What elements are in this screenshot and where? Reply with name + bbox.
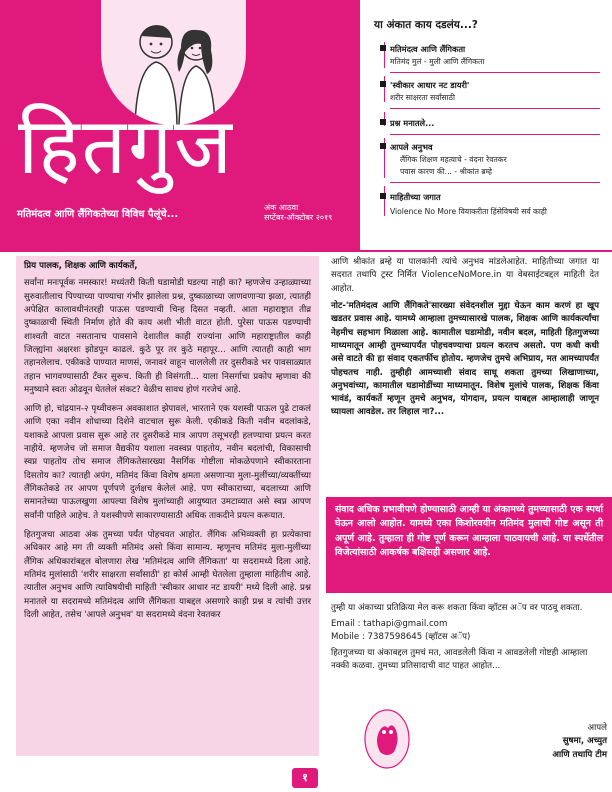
feedback-intro: तुम्ही या अंकाच्या प्रतिक्रिया मेल करू शकता किंवा व्हॉटस अॅप वर पाठवू शकता.	[331, 603, 583, 613]
toc-subitem: पवास कारण की... - श्रीकांत ब्रम्हे	[400, 167, 493, 176]
contact-email[interactable]: Email : tathapi@gmail.com	[331, 618, 448, 629]
signoff-label: आपले	[587, 723, 607, 733]
issue-date: सप्टेंबर-ऑक्टोबर २०१९	[264, 213, 333, 223]
editorial-paragraph: हितगुजचा आठवा अंक तुमच्या पर्यंत पोहचवत आहोत. लैंगिक अभिव्यक्ती हा प्रत्येकाचा अधिकार आहे मग ती व्यक्ती मतिमंद असो किंवा सामान्य. म्हणूनच मतिमंद मुला-मुलींच्या लैंगिक अधिकारांबद्दल बोलणारा लेख 'मतिमंदत्व आणि लैंगिकता' या सदरामध्ये दिला आहे. मतिमंद मुलांसाठी 'शरीर साक्षरता सर्वांसाठी' हा कोर्स आम्ही घेतलेला तुम्हाला माहितीच आहे. त्यातील अनुभव आणि त्याविषयीची माहिती 'स्वीकार आधार नट डायरी' मध्ये दिली आहे. प्रश्न मनातले या सदरामध्ये मतिमंदत्व आणि लैंगिकता याबद्दल असणारे काही प्रश्न व त्यांची उत्तर दिली आहेत, तसेच 'आपले अनुभव' या सदरामध्ये वंदना रेवतकर	[24, 529, 311, 620]
bullet-icon	[380, 193, 386, 199]
toc-heading: या अंकात काय दडलंय...?	[374, 19, 478, 31]
toc-item: आपले अनुभव	[390, 142, 433, 153]
editorial-note: नोट-'मतिमंदत्व आणि लैंगिकते'सारख्या संवेदनशील मुद्दा घेऊन काम करणं हा खूप खडतर प्रवास आहे. यामध्ये आम्हाला तुमच्यासारखे पालक, शिक्षक आणि कार्यकर्त्यांचा नेहमीच सहभाग मिळाला आहे. कामातील घडामोडी, नवीन बदल, माहिती हितगुजच्या माध्यमातून आम्ही तुमच्यापर्यंत पोहचवण्याचा प्रयत्न करतच असतो. पण कधी कधी असे वाटते की हा संवाद एकतर्फीच होतोय. म्हणजेच तुमचे अभिप्राय, मत आमच्यापर्यंत पोहचतच नाही. तुम्हीही आमच्याशी संवाद साधू शकता तुमच्या लिखाणाच्या, अनुभवांच्या, कामातील घडामोडींच्या माध्यमातून. विशेष मुलांचे पालक, शिक्षक किंवा भावंडं, कार्यकर्ते म्हणून तुमचे अनुभव, योगदान, प्रयत्न याबद्दल आम्हालाही जाणून घ्यायला आवडेल. तर लिहाल ना?...	[331, 300, 599, 418]
bullet-icon	[380, 143, 386, 149]
table-of-contents	[360, 0, 612, 250]
toc-divider	[390, 108, 600, 109]
toc-item: प्रश्न मनातले...	[390, 118, 434, 129]
issue-number: अंक आठवा	[264, 203, 299, 212]
toc-subitem: मतिमंद मुलं - मुली आणि लैंगिकता	[390, 57, 485, 66]
header-divider	[0, 250, 612, 252]
toc-divider	[390, 182, 600, 183]
editorial-paragraph: सर्वांना मनःपूर्वक नमस्कार! मध्यंतरी किती घडामोडी घडल्या नाही का? म्हणजेच उन्हाळ्याच्या सुरुवातीलाच पिण्याच्या पाण्याचा गंभीर झालेला प्रश्न, दुष्काळाच्या जाणवणाऱ्या झळा, त्यातही अपेक्षित कालावधीनंतरही पाऊस पडण्याची चिन्ह दिसत नव्हती. आता महाराष्ट्रात तीव्र दुष्काळाची स्थिती निर्माण होते की काय अशी भीती वाटत होती. पुरेसा पाऊस पडण्याची शाश्वती वाटत नसतानाच पावसाने देशातील काही राज्यांना आणि महाराष्ट्रातील काही जिल्ह्यांना अक्षरशः झोडपून काढलं. कुठे पूर तर कुठे महापूर... आणि त्यातही काही भाग तहानलेलाच. एकीकडे पाण्यात माणसं, जनावरं वाहून चाललेली तर दुसरीकडे भर पावसाळ्यात तहान भागवण्यासाठी टँकर सुरूच. किती ही विसंगती... याला निसर्गाचा प्रकोप म्हणावा की मनुष्याने स्वतः ओढवून घेतलेलं संकट? वेळीच सावध होणं गरजेचं आहे.	[24, 278, 311, 395]
contest-text: संवाद अधिक प्रभावीपणे होण्यासाठी आम्ही या अंकामध्ये तुमच्यासाठी एक स्पर्धा घेऊन आलो आहोत. यामध्ये एका किशोरवयीन मतिमंद मुलाची गोष्ट असून ती अपूर्ण आहे. तुम्हाला ही गोष्ट पूर्ण करून आम्हाला पाठवायची आहे. या स्पर्धेतील विजेत्यांसाठी आकर्षक बक्षिसही असणार आहे.	[335, 504, 603, 559]
contest-announcement	[326, 497, 612, 593]
signoff-team: आणि तथापि टीम	[552, 749, 607, 760]
magazine-title: हितगुज	[18, 102, 234, 192]
signoff	[497, 722, 607, 762]
editorial-continued	[331, 256, 599, 424]
toc-item: माहितीच्या जगात	[390, 192, 441, 203]
bullet-icon	[380, 119, 386, 125]
editorial-paragraph: आणि हो, चांद्रयान-२ पृथ्वीवरून अवकाशात झेपावलं, भारताने एक यशस्वी पाऊल पुढे टाकलं आणि एका नवीन शोधाच्या दिशेने वाटचाल सुरू केली. एकीकडे किती नवीन बदलांकडे, यशाकडे आपला प्रवास सुरू आहे तर दुसरीकडे मात्र आपण तसूभरही हलण्याचा प्रयत्न करत नाहीये. म्हणजेच जो समाज वैद्यकीय यशाला नवस्वप्न पाहतोय, नवीन बदलांची, विकासाची स्वप्न पाहतोय तोच समाज लैंगिकतेसारख्या नैसर्गिक गोष्टीला मोकळेपणाने स्वीकारताना दिसतोय का? त्यातही अपंग, मतिमंद किंवा विशेष क्षमता असणाऱ्या मुला-मुलींच्या/व्यक्तींच्या लैंगिकतेकडे तर आपण पूर्णपणे दुर्लक्षच केलेलं आहे. पण स्वीकाराच्या, बदलाच्या आणि समानतेच्या पाऊलखुणा आपल्या विशेष मुलांच्याही आयुष्यात उमटाव्यात असे स्वप्न आपण सर्वांनी पाहिले आहेच. ते यशस्वीपणे साकारण्यासाठी अधिक ताकदीने प्रयत्न करूयात.	[24, 404, 311, 521]
toc-item: मतिमंदत्व आणि लैंगिकता	[390, 44, 465, 55]
contact-mobile[interactable]: Mobile : 7387598645 (व्हॉटस अॅप)	[331, 631, 471, 642]
toc-subitem: Violence No More वियाकरीता हिंसेविषयी सर्व काही	[390, 207, 547, 216]
signoff-names: सुषमा, अच्युत	[562, 736, 607, 747]
masthead	[0, 0, 360, 250]
toc-subitem: शरीर साक्षरता सर्वांसाठी	[390, 93, 455, 102]
bullet-icon	[380, 45, 386, 51]
bullet-icon	[380, 81, 386, 87]
editorial-column	[16, 256, 319, 756]
toc-divider	[384, 186, 385, 216]
toc-divider	[390, 134, 600, 135]
toc-divider	[384, 76, 385, 102]
issue-info	[264, 203, 332, 224]
editorial-greeting: प्रिय पालक, शिक्षक आणि कार्यकर्ते,	[24, 261, 138, 271]
editorial-paragraph: आणि श्रीकांत ब्रम्हे या पालकांनी त्यांचे अनुभव मांडलेआहेत. माहितीच्या जगात या सदरात तथापि ट्रस्ट निर्मित ViolenceNoMore.in या वेबसाईटबद्दल माहिती देत आहोत.	[331, 257, 599, 294]
magazine-tagline: मतिमंदत्व आणि लैंगिकतेच्या विविध पैलूंचे...	[17, 209, 179, 220]
toc-item: 'स्वीकार आधार नट डायरी'	[390, 80, 469, 91]
tathapi-logo-icon	[362, 708, 412, 770]
feedback-outro: हितगुजच्या या अंकाबद्दल तुमचं मत, आवडलेली किंवा न आवडलेली गोष्टही आम्हाला नक्की कळवा. तुमच्या प्रतिसादाची वाट पाहत आहोत...	[331, 647, 588, 671]
feedback-section	[331, 602, 599, 672]
toc-divider	[390, 72, 600, 73]
toc-subitem: लैंगिक शिक्षण महत्वाचे - वंदना रेवतकर	[400, 155, 507, 164]
page-number: १	[292, 768, 318, 788]
